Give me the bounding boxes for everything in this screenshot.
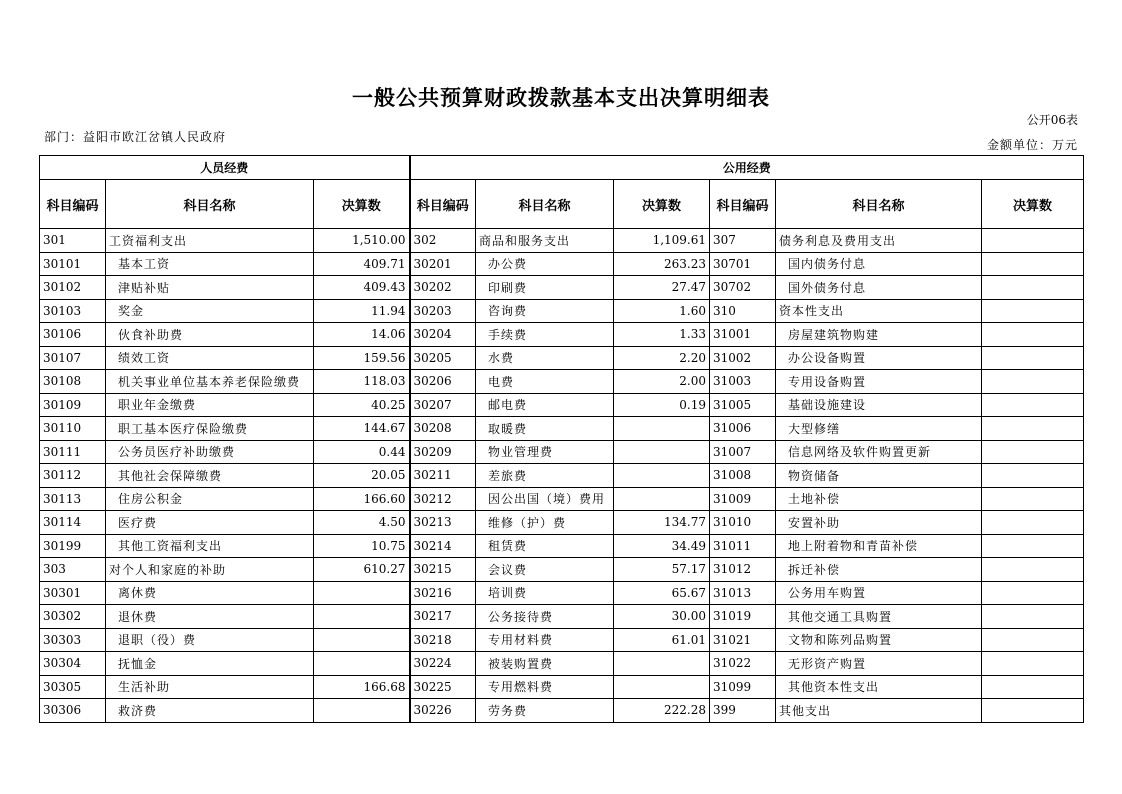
cell-amount — [982, 605, 1084, 629]
cell-name: 物资储备 — [776, 464, 982, 488]
header-code: 科目编码 — [710, 180, 776, 229]
table-row — [40, 323, 1084, 347]
cell-amount: 1,109.61 — [614, 229, 710, 253]
cell-amount — [314, 605, 410, 629]
table-row — [40, 440, 1084, 464]
cell-name: 公务用车购置 — [776, 581, 982, 605]
cell-code: 31009 — [710, 487, 776, 511]
cell-name: 专用燃料费 — [476, 675, 614, 699]
cell-name: 职工基本医疗保险缴费 — [106, 417, 314, 441]
cell-code: 30111 — [40, 440, 106, 464]
cell-code: 302 — [410, 229, 476, 253]
cell-name: 救济费 — [106, 699, 314, 723]
cell-amount: 134.77 — [614, 511, 710, 535]
cell-amount: 27.47 — [614, 276, 710, 300]
cell-name: 手续费 — [476, 323, 614, 347]
cell-amount — [314, 699, 410, 723]
cell-amount: 0.19 — [614, 393, 710, 417]
cell-amount: 4.50 — [314, 511, 410, 535]
cell-amount — [982, 229, 1084, 253]
cell-amount: 118.03 — [314, 370, 410, 394]
cell-code: 31002 — [710, 346, 776, 370]
cell-amount: 40.25 — [314, 393, 410, 417]
cell-name: 邮电费 — [476, 393, 614, 417]
cell-name: 职业年金缴费 — [106, 393, 314, 417]
cell-code: 30102 — [40, 276, 106, 300]
cell-name: 培训费 — [476, 581, 614, 605]
cell-name: 取暖费 — [476, 417, 614, 441]
cell-code: 30701 — [710, 252, 776, 276]
cell-name: 水费 — [476, 346, 614, 370]
cell-amount — [614, 464, 710, 488]
cell-code: 30108 — [40, 370, 106, 394]
section-public: 公用经费 — [410, 156, 1084, 180]
cell-code: 31008 — [710, 464, 776, 488]
header-name: 科目名称 — [476, 180, 614, 229]
cell-name: 房屋建筑物购建 — [776, 323, 982, 347]
cell-code: 30208 — [410, 417, 476, 441]
cell-code: 30212 — [410, 487, 476, 511]
table-row — [40, 417, 1084, 441]
cell-amount: 144.67 — [314, 417, 410, 441]
cell-amount: 0.44 — [314, 440, 410, 464]
cell-name: 公务员医疗补助缴费 — [106, 440, 314, 464]
cell-code: 30113 — [40, 487, 106, 511]
cell-code: 30202 — [410, 276, 476, 300]
cell-code: 307 — [710, 229, 776, 253]
header-code: 科目编码 — [40, 180, 106, 229]
cell-name: 退休费 — [106, 605, 314, 629]
cell-amount: 2.20 — [614, 346, 710, 370]
cell-name: 其他社会保障缴费 — [106, 464, 314, 488]
cell-name: 其他工资福利支出 — [106, 534, 314, 558]
cell-amount: 20.05 — [314, 464, 410, 488]
table-row — [40, 699, 1084, 723]
cell-amount — [982, 346, 1084, 370]
table-row — [40, 534, 1084, 558]
cell-code: 31013 — [710, 581, 776, 605]
cell-name: 安置补助 — [776, 511, 982, 535]
cell-code: 30206 — [410, 370, 476, 394]
cell-code: 30215 — [410, 558, 476, 582]
cell-code: 30101 — [40, 252, 106, 276]
cell-name: 基本工资 — [106, 252, 314, 276]
page-title: 一般公共预算财政拨款基本支出决算明细表 — [352, 85, 770, 110]
table-row — [40, 393, 1084, 417]
table-row — [40, 511, 1084, 535]
cell-name: 基础设施建设 — [776, 393, 982, 417]
cell-name: 国内债务付息 — [776, 252, 982, 276]
cell-amount — [314, 581, 410, 605]
cell-name: 专用材料费 — [476, 628, 614, 652]
table-row — [40, 299, 1084, 323]
cell-code: 31099 — [710, 675, 776, 699]
cell-amount — [982, 276, 1084, 300]
cell-amount — [982, 675, 1084, 699]
cell-amount — [982, 558, 1084, 582]
cell-amount — [614, 417, 710, 441]
cell-name: 退职（役）费 — [106, 628, 314, 652]
cell-name: 无形资产购置 — [776, 652, 982, 676]
cell-amount: 57.17 — [614, 558, 710, 582]
cell-amount: 409.43 — [314, 276, 410, 300]
header-amount: 决算数 — [314, 180, 410, 229]
cell-amount: 159.56 — [314, 346, 410, 370]
cell-name: 拆迁补偿 — [776, 558, 982, 582]
cell-code: 30110 — [40, 417, 106, 441]
table-row — [40, 370, 1084, 394]
table-row — [40, 464, 1084, 488]
cell-name: 办公费 — [476, 252, 614, 276]
cell-amount: 10.75 — [314, 534, 410, 558]
cell-amount — [982, 487, 1084, 511]
cell-code: 31012 — [710, 558, 776, 582]
cell-code: 30114 — [40, 511, 106, 535]
cell-name: 绩效工资 — [106, 346, 314, 370]
cell-code: 30702 — [710, 276, 776, 300]
cell-name: 专用设备购置 — [776, 370, 982, 394]
cell-code: 30109 — [40, 393, 106, 417]
cell-code: 30112 — [40, 464, 106, 488]
cell-amount: 14.06 — [314, 323, 410, 347]
cell-code: 303 — [40, 558, 106, 582]
cell-amount: 166.60 — [314, 487, 410, 511]
cell-name: 差旅费 — [476, 464, 614, 488]
cell-code: 30217 — [410, 605, 476, 629]
cell-code: 30214 — [410, 534, 476, 558]
header-code: 科目编码 — [410, 180, 476, 229]
cell-code: 30106 — [40, 323, 106, 347]
table-row — [40, 605, 1084, 629]
cell-amount — [614, 487, 710, 511]
cell-name: 奖金 — [106, 299, 314, 323]
cell-amount: 11.94 — [314, 299, 410, 323]
cell-amount: 263.23 — [614, 252, 710, 276]
cell-code: 30226 — [410, 699, 476, 723]
cell-name: 工资福利支出 — [106, 229, 314, 253]
cell-name: 对个人和家庭的补助 — [106, 558, 314, 582]
cell-amount: 610.27 — [314, 558, 410, 582]
expenditure-table — [39, 155, 1084, 723]
section-personnel: 人员经费 — [40, 156, 410, 180]
header-amount: 决算数 — [614, 180, 710, 229]
table-row — [40, 252, 1084, 276]
cell-code: 30107 — [40, 346, 106, 370]
cell-amount — [982, 417, 1084, 441]
cell-amount — [314, 652, 410, 676]
cell-code: 30204 — [410, 323, 476, 347]
cell-amount — [614, 652, 710, 676]
cell-amount: 166.68 — [314, 675, 410, 699]
table-row — [40, 581, 1084, 605]
cell-amount: 1,510.00 — [314, 229, 410, 253]
cell-amount — [982, 511, 1084, 535]
cell-name: 劳务费 — [476, 699, 614, 723]
cell-code: 31006 — [710, 417, 776, 441]
header-name: 科目名称 — [776, 180, 982, 229]
cell-name: 津贴补贴 — [106, 276, 314, 300]
cell-name: 离休费 — [106, 581, 314, 605]
cell-name: 信息网络及软件购置更新 — [776, 440, 982, 464]
cell-name: 维修（护）费 — [476, 511, 614, 535]
cell-amount — [982, 440, 1084, 464]
cell-code: 30203 — [410, 299, 476, 323]
cell-name: 公务接待费 — [476, 605, 614, 629]
cell-code: 30304 — [40, 652, 106, 676]
cell-amount — [982, 699, 1084, 723]
cell-code: 31003 — [710, 370, 776, 394]
cell-code: 30224 — [410, 652, 476, 676]
cell-name: 租赁费 — [476, 534, 614, 558]
cell-amount — [982, 393, 1084, 417]
cell-name: 办公设备购置 — [776, 346, 982, 370]
cell-code: 30301 — [40, 581, 106, 605]
cell-amount: 34.49 — [614, 534, 710, 558]
cell-amount — [314, 628, 410, 652]
cell-amount: 30.00 — [614, 605, 710, 629]
cell-amount — [982, 299, 1084, 323]
cell-code: 31001 — [710, 323, 776, 347]
cell-code: 30103 — [40, 299, 106, 323]
cell-name: 其他支出 — [776, 699, 982, 723]
cell-name: 生活补助 — [106, 675, 314, 699]
cell-name: 被装购置费 — [476, 652, 614, 676]
cell-code: 31005 — [710, 393, 776, 417]
cell-amount — [982, 252, 1084, 276]
header-amount: 决算数 — [982, 180, 1084, 229]
cell-code: 30216 — [410, 581, 476, 605]
cell-name: 资本性支出 — [776, 299, 982, 323]
cell-code: 30207 — [410, 393, 476, 417]
cell-amount — [982, 581, 1084, 605]
department-label: 部门：益阳市欧江岔镇人民政府 — [44, 130, 227, 144]
cell-code: 31011 — [710, 534, 776, 558]
cell-amount: 1.33 — [614, 323, 710, 347]
cell-code: 30305 — [40, 675, 106, 699]
cell-name: 伙食补助费 — [106, 323, 314, 347]
cell-amount: 2.00 — [614, 370, 710, 394]
table-row — [40, 558, 1084, 582]
cell-name: 因公出国（境）费用 — [476, 487, 614, 511]
cell-code: 30225 — [410, 675, 476, 699]
cell-code: 31019 — [710, 605, 776, 629]
cell-name: 医疗费 — [106, 511, 314, 535]
cell-amount: 409.71 — [314, 252, 410, 276]
cell-amount — [614, 440, 710, 464]
table-row — [40, 229, 1084, 253]
cell-amount: 65.67 — [614, 581, 710, 605]
cell-amount: 222.28 — [614, 699, 710, 723]
cell-code: 301 — [40, 229, 106, 253]
unit-label: 金额单位：万元 — [986, 138, 1078, 152]
cell-amount — [982, 370, 1084, 394]
cell-code: 30209 — [410, 440, 476, 464]
cell-code: 31010 — [710, 511, 776, 535]
cell-code: 30218 — [410, 628, 476, 652]
cell-code: 30201 — [410, 252, 476, 276]
cell-name: 住房公积金 — [106, 487, 314, 511]
cell-code: 30199 — [40, 534, 106, 558]
cell-name: 其他资本性支出 — [776, 675, 982, 699]
cell-code: 30213 — [410, 511, 476, 535]
cell-name: 咨询费 — [476, 299, 614, 323]
cell-code: 30205 — [410, 346, 476, 370]
cell-amount — [614, 675, 710, 699]
cell-code: 30211 — [410, 464, 476, 488]
cell-name: 国外债务付息 — [776, 276, 982, 300]
cell-name: 大型修缮 — [776, 417, 982, 441]
cell-code: 399 — [710, 699, 776, 723]
cell-code: 30303 — [40, 628, 106, 652]
cell-name: 商品和服务支出 — [476, 229, 614, 253]
cell-code: 30302 — [40, 605, 106, 629]
cell-amount — [982, 628, 1084, 652]
table-row — [40, 346, 1084, 370]
cell-amount — [982, 652, 1084, 676]
cell-amount: 1.60 — [614, 299, 710, 323]
table-body — [40, 229, 1084, 723]
table-row — [40, 487, 1084, 511]
cell-code: 31022 — [710, 652, 776, 676]
cell-code: 30306 — [40, 699, 106, 723]
header-name: 科目名称 — [106, 180, 314, 229]
cell-amount — [982, 323, 1084, 347]
cell-name: 物业管理费 — [476, 440, 614, 464]
cell-name: 其他交通工具购置 — [776, 605, 982, 629]
cell-name: 文物和陈列品购置 — [776, 628, 982, 652]
cell-name: 债务利息及费用支出 — [776, 229, 982, 253]
cell-name: 土地补偿 — [776, 487, 982, 511]
cell-name: 印刷费 — [476, 276, 614, 300]
cell-code: 310 — [710, 299, 776, 323]
cell-name: 抚恤金 — [106, 652, 314, 676]
cell-name: 会议费 — [476, 558, 614, 582]
cell-code: 31007 — [710, 440, 776, 464]
cell-amount — [982, 534, 1084, 558]
cell-amount — [982, 464, 1084, 488]
form-number: 公开06表 — [1026, 113, 1078, 127]
cell-name: 地上附着物和青苗补偿 — [776, 534, 982, 558]
cell-code: 31021 — [710, 628, 776, 652]
table-row — [40, 628, 1084, 652]
cell-amount: 61.01 — [614, 628, 710, 652]
cell-name: 电费 — [476, 370, 614, 394]
table-row — [40, 276, 1084, 300]
table-row — [40, 652, 1084, 676]
table-row — [40, 675, 1084, 699]
cell-name: 机关事业单位基本养老保险缴费 — [106, 370, 314, 394]
